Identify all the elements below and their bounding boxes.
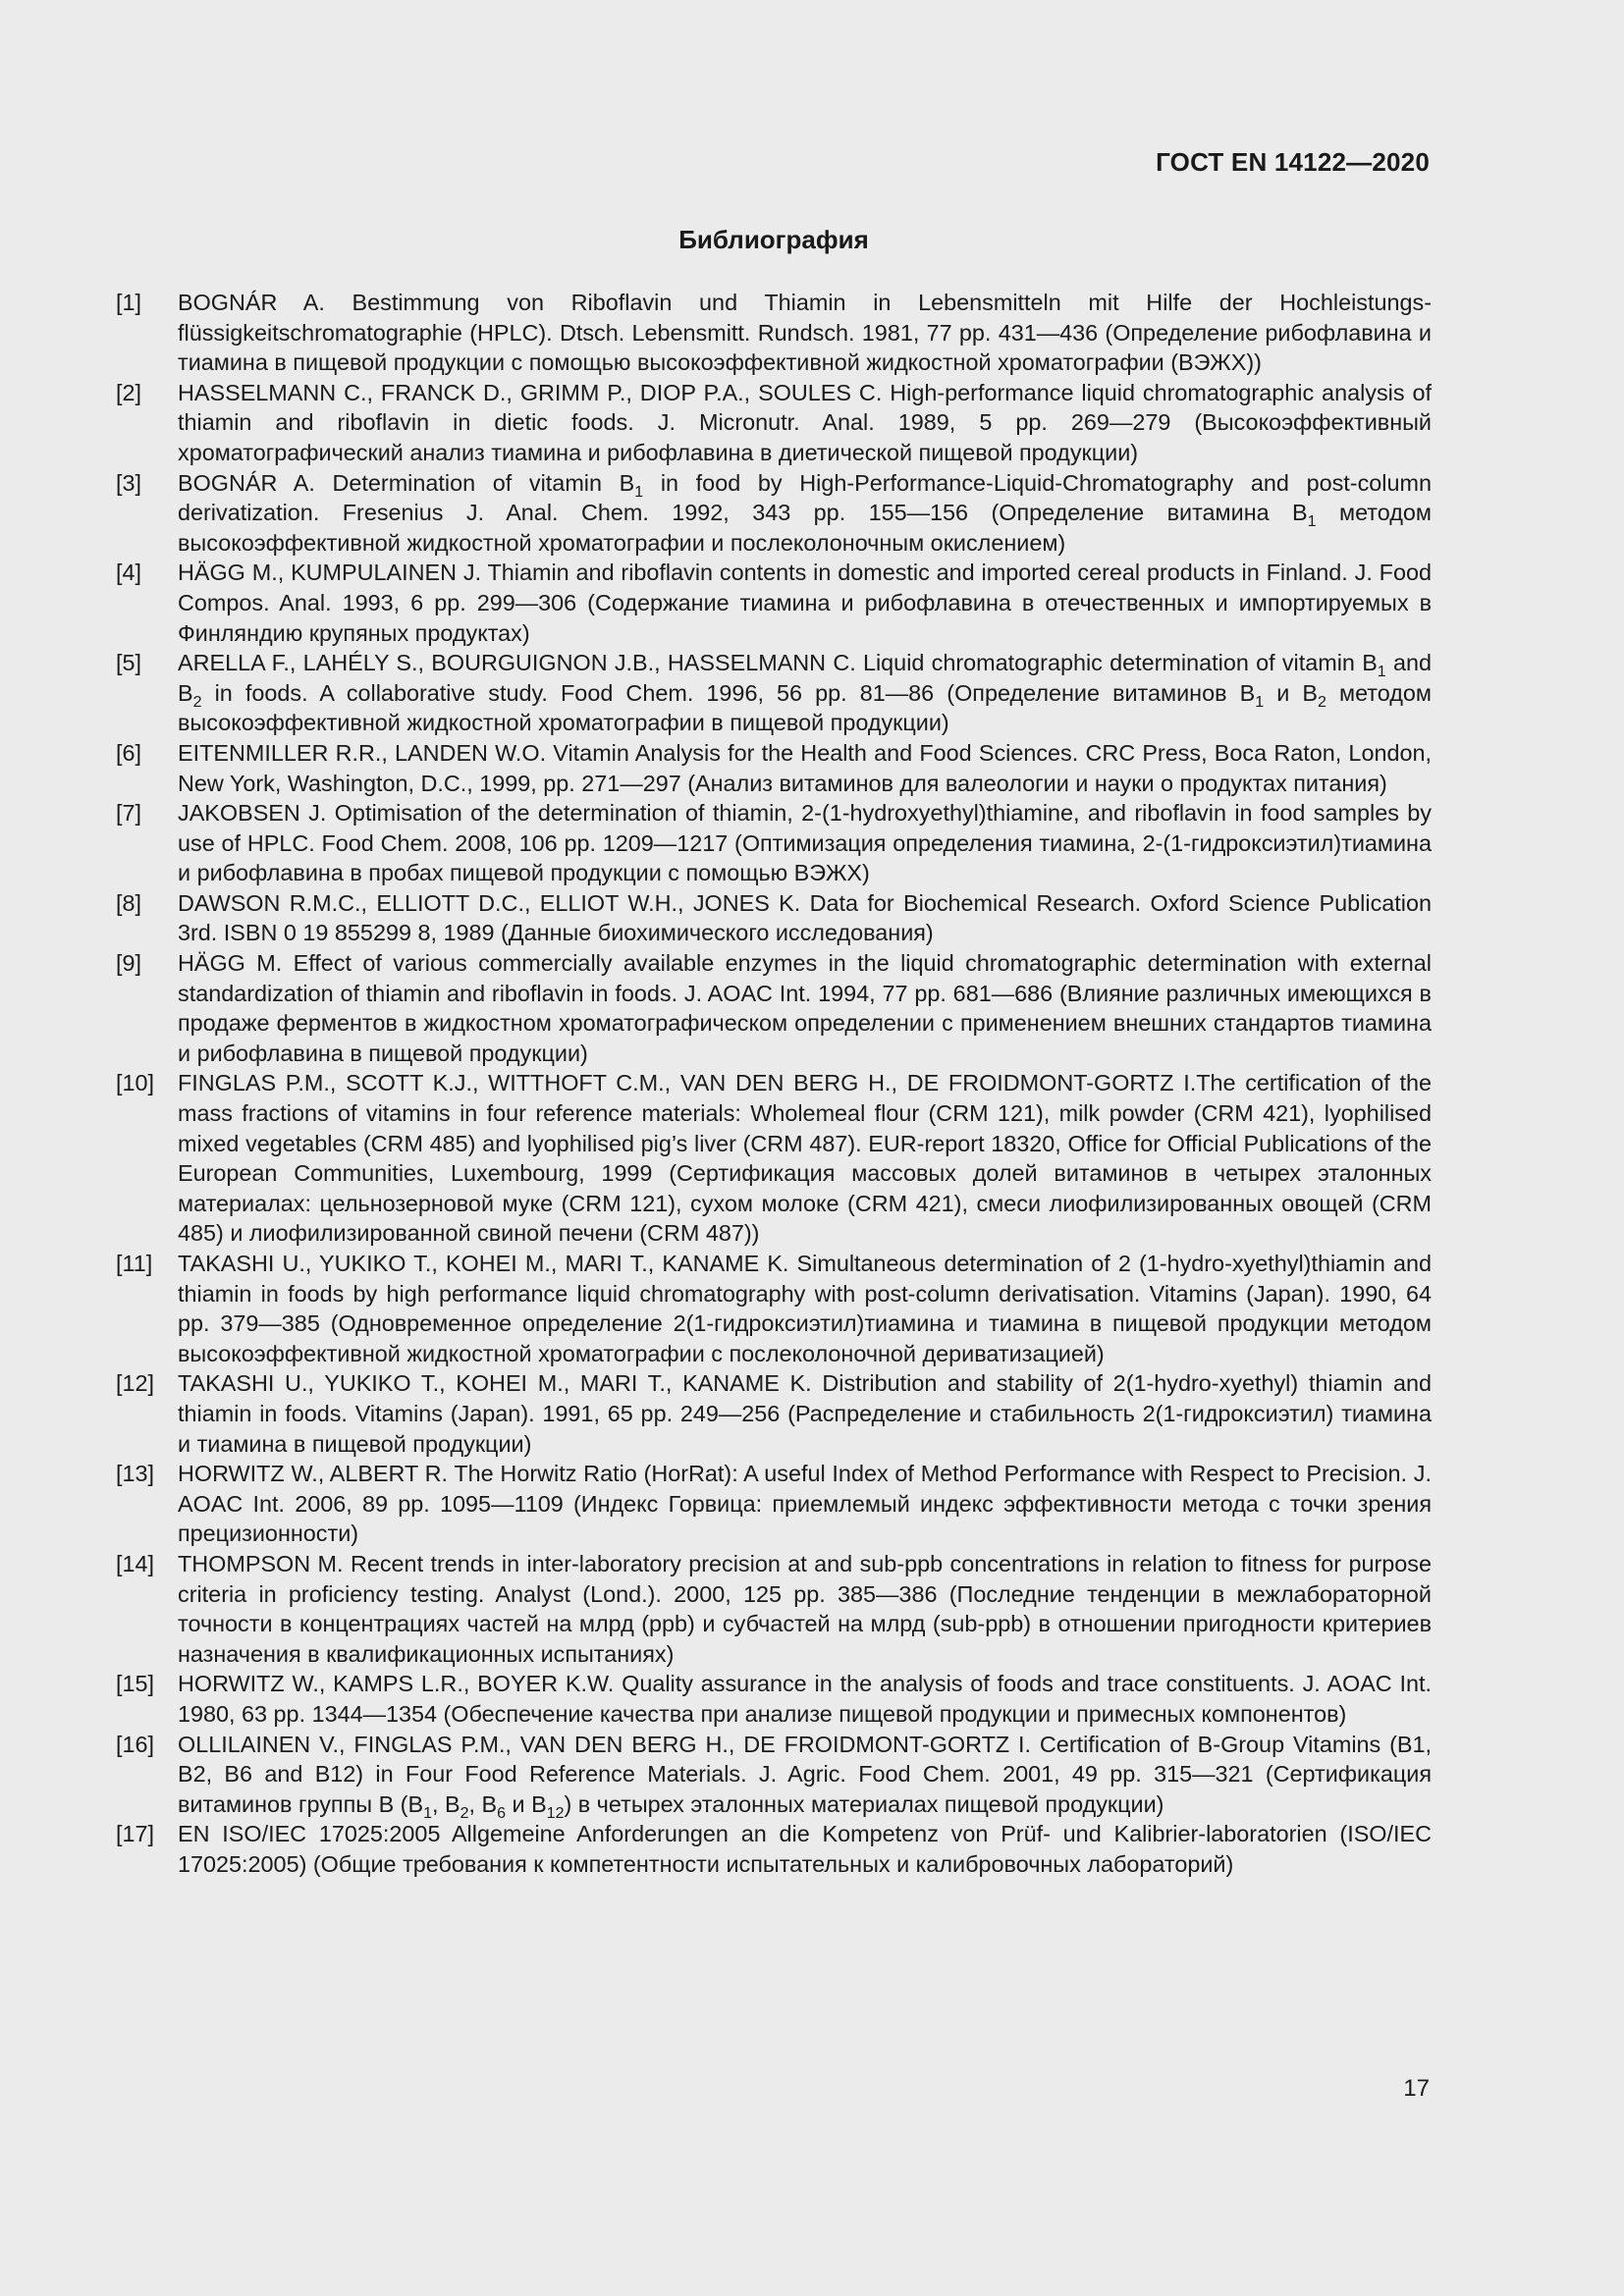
entry-text: TAKASHI U., YUKIKO T., KOHEI M., MARI T., KANAME K. Simultaneous determination of 2 (1-hydro-xyethyl)thiamin and thiamin in foods by high performance liquid chromatography with post-column derivatisation. Vitamins (Japan). 1990, 64 pp. 379—385 (Одновременное определение 2(1-гидроксиэтил)тиамина и тиамина в пищевой продукции методом высокоэффективной жидкостной хроматографии с послеколоночной дериватизацией) xyxy=(178,1251,1432,1366)
bibliography-entry xyxy=(116,1819,1432,1879)
entry-text: EN ISO/IEC 17025:2005 Allgemeine Anforderungen an die Kompetenz von Prüf- und Kalibrier-laboratorien (ISO/IEC 17025:2005) (Общие требования к компетентности испытательных и калибровочных лабораторий) xyxy=(178,1821,1432,1877)
bibliography-entry xyxy=(116,1549,1432,1669)
entry-number: [9] xyxy=(116,950,142,977)
bibliography-entry xyxy=(116,1249,1432,1368)
entry-number: [2] xyxy=(116,379,142,405)
entry-number: [13] xyxy=(116,1461,155,1487)
bibliography-entry xyxy=(116,798,1432,888)
page-number: 17 xyxy=(1403,2075,1430,2102)
entry-text: EITENMILLER R.R., LANDEN W.O. Vitamin Analysis for the Health and Food Sciences. CRC Press, Boca Raton, London, New York, Washington, D.C., 1999, pp. 271—297 (Анализ витаминов для валеологии и науки о продуктах питания) xyxy=(178,739,1432,796)
bibliography-entry xyxy=(116,1068,1432,1249)
entry-text: JAKOBSEN J. Optimisation of the determination of thiamin, 2-(1-hydroxyethyl)thiamine, and riboflavin in food samples by use of HPLC. Food Chem. 2008, 106 pp. 1209—1217 (Оптимизация определения тиамина, 2-(1-гидроксиэтил)тиамина и рибофлавина в пробах пищевой продукции с помощью ВЭЖХ) xyxy=(178,800,1432,886)
entry-number: [4] xyxy=(116,560,142,586)
bibliography-entry xyxy=(116,1459,1432,1549)
bibliography-entry xyxy=(116,378,1432,468)
entry-number: [14] xyxy=(116,1550,155,1576)
document-code-header: ГОСТ EN 14122—2020 xyxy=(1156,147,1430,177)
entry-text: HORWITZ W., KAMPS L.R., BOYER K.W. Quality assurance in the analysis of foods and trace constituents. J. AOAC Int. 1980, 63 pp. 1344—1354 (Обеспечение качества при анализе пищевой продукции и примесных компонентов) xyxy=(178,1671,1432,1727)
bibliography-entry xyxy=(116,648,1432,738)
bibliography-entry xyxy=(116,738,1432,798)
entry-text: TAKASHI U., YUKIKO T., KOHEI M., MARI T., KANAME K. Distribution and stability of 2(1-hydro-xyethyl) thiamin and thiamin in foods. Vitamins (Japan). 1991, 65 pp. 249—256 (Распределение и стабильность 2(1-гидроксиэтил) тиамина и тиамина в пищевой продукции) xyxy=(178,1370,1432,1457)
entry-number: [8] xyxy=(116,889,142,916)
entry-number: [3] xyxy=(116,469,142,496)
entry-text: FINGLAS P.M., SCOTT K.J., WITTHOFT C.M., VAN DEN BERG H., DE FROIDMONT-GORTZ I.The certification of the mass fractions of vitamins in four reference materials: Wholemeal flour (CRM 121), milk powder (CRM 421), lyophilised mixed vegetables (CRM 485) and lyophilised pig’s liver (CRM 487). EUR-report 18320, Office for Official Publications of the European Communities, Luxembourg, 1999 (Сертификация массовых долей витаминов в четырех эталонных материалах: цельнозерновой муке (CRM 121), сухом молоке (CRM 421), смеси лиофилизированных овощей (CRM 485) и лиофилизированной свиной печени (CRM 487)) xyxy=(178,1070,1432,1247)
entry-text: BOGNÁR A. Bestimmung von Riboflavin und Thiamin in Lebensmitteln mit Hilfe der Hochleistungs-flüssigkeitschromatographie (HPLC). Dtsch. Lebensmitt. Rundsch. 1981, 77 pp. 431—436 (Определение рибофлавина и тиамина в пищевой продукции с помощью высокоэффективной жидкостной хроматографии (ВЭЖХ)) xyxy=(178,290,1432,376)
entry-number: [10] xyxy=(116,1070,155,1096)
bibliography-entry xyxy=(116,468,1432,559)
bibliography-entry xyxy=(116,288,1432,378)
entry-number: [16] xyxy=(116,1731,155,1757)
entry-text: HORWITZ W., ALBERT R. The Horwitz Ratio (HorRat): A useful Index of Method Performance with Respect to Precision. J. AOAC Int. 2006, 89 pp. 1095—1109 (Индекс Горвица: приемлемый индекс эффективности метода с точки зрения прецизионности) xyxy=(178,1461,1432,1547)
entry-number: [6] xyxy=(116,739,142,766)
entry-number: [11] xyxy=(116,1251,153,1276)
entry-number: [5] xyxy=(116,650,142,676)
bibliography-list xyxy=(116,288,1432,1879)
bibliography-title: Библиография xyxy=(678,225,869,254)
entry-text: OLLILAINEN V., FINGLAS P.M., VAN DEN BERG H., DE FROIDMONT-GORTZ I. Certification of B-Group Vitamins (B1, B2, B6 and B12) in Four Food Reference Materials. J. Agric. Food Chem. 2001, 49 pp. 315—321 (Сертификация витаминов группы B ($B_1$, $B_2$, $B_6$ и $B_{12}$) в четырех эталонных материалах пищевой продукции) xyxy=(178,1731,1432,1822)
entry-number: [15] xyxy=(116,1671,155,1697)
entry-text: HÄGG M. Effect of various commercially available enzymes in the liquid chromatographic determination with external standardization of thiamin and riboflavin in foods. J. AOAC Int. 1994, 77 pp. 681—686 (Влияние различных имеющихся в продаже ферментов в жидкостном хроматографическом определении с применением внешних стандартов тиамина и рибофлавина в пищевой продукции) xyxy=(178,950,1432,1066)
entry-text: ARELLA F., LAHÉLY S., BOURGUIGNON J.B., HASSELMANN C. Liquid chromatographic determination of vitamin $B_1$ and $B_2$ in foods. A collaborative study. Food Chem. 1996, 56 pp. 81—86 (Определение витаминов $B_1$ и $B_2$ методом высокоэффективной жидкостной хроматографии в пищевой продукции) xyxy=(178,650,1432,736)
bibliography-entry xyxy=(116,1669,1432,1729)
entry-text: HÄGG M., KUMPULAINEN J. Thiamin and riboflavin contents in domestic and imported cereal products in Finland. J. Food Compos. Anal. 1993, 6 pp. 299—306 (Содержание тиамина и рибофлавина в отечественных и импортируемых в Финляндию крупяных продуктах) xyxy=(178,560,1432,646)
entry-text: DAWSON R.M.C., ELLIOTT D.C., ELLIOT W.H., JONES K. Data for Biochemical Research. Oxford Science Publication 3rd. ISBN 0 19 855299 8, 1989 (Данные биохимического исследования) xyxy=(178,889,1432,946)
entry-number: [7] xyxy=(116,800,142,827)
entry-text: HASSELMANN C., FRANCK D., GRIMM P., DIOP P.A., SOULES C. High-performance liquid chromatographic analysis of thiamin and riboflavin in dietic foods. J. Micronutr. Anal. 1989, 5 pp. 269—279 (Высокоэффективный хроматографический анализ тиамина и рибофлавина в диетической пищевой продукции) xyxy=(178,379,1432,465)
entry-number: [12] xyxy=(116,1370,155,1397)
entry-number: [1] xyxy=(116,290,142,315)
bibliography-entry xyxy=(116,558,1432,648)
bibliography-entry xyxy=(116,1368,1432,1459)
bibliography-entry xyxy=(116,888,1432,948)
entry-text: BOGNÁR A. Determination of vitamin $B_1$ in food by High-Performance-Liquid-Chromatography and post-column derivatization. Fresenius J. Anal. Chem. 1992, 343 pp. 155—156 (Определение витамина $B_1$ методом высокоэффективной жидкостной хроматографии и послеколоночным окислением) xyxy=(178,469,1432,556)
bibliography-entry xyxy=(116,948,1432,1068)
entry-number: [17] xyxy=(116,1821,155,1847)
entry-text: THOMPSON M. Recent trends in inter-laboratory precision at and sub-ppb concentrations in relation to fitness for purpose criteria in proficiency testing. Analyst (Lond.). 2000, 125 pp. 385—386 (Последние тенденции в межлабораторной точности в концентрациях частей на млрд (ppb) и субчастей на млрд (sub-ppb) в отношении пригодности критериев назначения в квалификационных испытаниях) xyxy=(178,1550,1432,1667)
bibliography-entry xyxy=(116,1730,1432,1820)
